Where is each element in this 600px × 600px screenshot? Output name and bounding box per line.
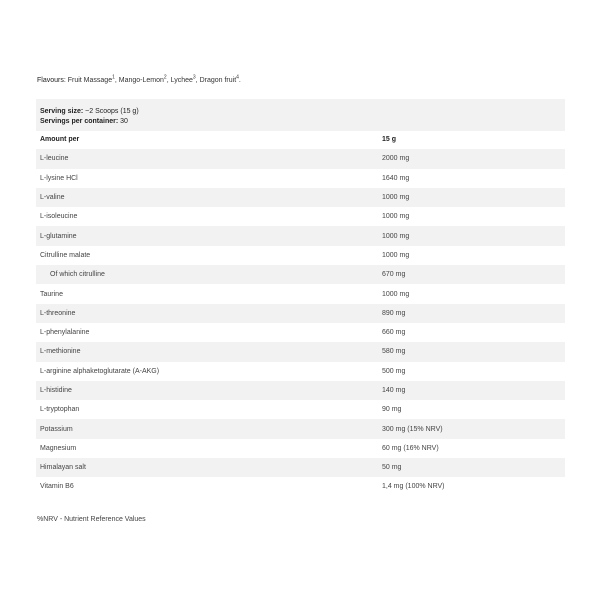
- table-row: [36, 458, 565, 477]
- nutrient-amount: 1640 mg: [382, 174, 410, 182]
- nutrient-amount: 670 mg: [378, 265, 565, 284]
- table-row: [36, 381, 565, 400]
- nutrient-name: L-arginine alphaketoglutarate (A-AKG): [40, 367, 160, 375]
- nutrient-name: L-valine: [36, 188, 378, 207]
- nutrient-name: L-phenylalanine: [40, 329, 90, 337]
- flavour-footnote-mark: 3: [192, 74, 196, 81]
- serving-size-label: Serving size:: [40, 108, 84, 115]
- flavour-item: Dragon fruit: [199, 77, 237, 84]
- table-row: [36, 246, 565, 265]
- nutrient-amount: 1000 mg: [378, 188, 565, 207]
- nutrient-amount: 1000 mg: [382, 290, 410, 298]
- nutrient-name: Citrulline malate: [40, 251, 91, 259]
- table-row: [36, 304, 565, 323]
- table-row: [36, 419, 565, 438]
- nutrient-amount: 60 mg (16% NRV): [382, 444, 439, 452]
- nutrient-name: L-threonine: [36, 304, 378, 323]
- nutrient-name: L-lysine HCl: [40, 174, 78, 182]
- serving-size-value: ~2 Scoops (15 g): [85, 108, 139, 115]
- serving-size-line: [40, 107, 561, 117]
- nutrient-name: Taurine: [40, 290, 63, 298]
- nutrient-amount: 580 mg: [378, 342, 565, 361]
- table-row: [36, 342, 565, 361]
- nutrient-amount: 1000 mg: [382, 251, 410, 259]
- table-row: [36, 362, 565, 381]
- flavour-footnote-mark: 1: [112, 74, 115, 81]
- table-row: [36, 149, 565, 168]
- nutrient-name: Magnesium: [40, 444, 77, 452]
- nutrient-amount: 890 mg: [378, 304, 565, 323]
- header-amount-per: Amount per: [40, 136, 80, 144]
- flavours-line: Flavours: Fruit Massage$^1$, Mango-Lemon$^2$, Lychee$^3$, Dragon fruit$^4$.: [37, 74, 241, 84]
- nutrient-name: L-glutamine: [36, 226, 378, 245]
- nutrient-name: Potassium: [36, 419, 378, 438]
- table-row: [36, 400, 565, 419]
- nutrient-amount: 1000 mg: [382, 213, 410, 221]
- nutrient-name: L-isoleucine: [40, 213, 78, 221]
- nutrient-name: L-histidine: [36, 381, 378, 400]
- flavour-item: Lychee: [170, 77, 193, 84]
- nutrient-amount: 500 mg: [382, 367, 406, 375]
- serving-info-box: [36, 99, 565, 131]
- nutrient-amount: 660 mg: [382, 329, 406, 337]
- nutrient-amount: 300 mg (15% NRV): [378, 419, 565, 438]
- table-header-row: [36, 130, 565, 149]
- table-row: [36, 226, 565, 245]
- table-row: [36, 323, 565, 342]
- table-row: [36, 265, 565, 284]
- nutrition-table: [36, 130, 565, 497]
- servings-per-container-line: [40, 117, 561, 127]
- flavour-footnote-mark: 2: [163, 74, 167, 81]
- flavour-footnote-mark: 4: [236, 74, 239, 81]
- nutrient-name: Vitamin B6: [40, 483, 74, 491]
- flavours-label: Flavours: [37, 77, 64, 84]
- nutrient-name: L-methionine: [36, 342, 378, 361]
- servings-per-container-label: Servings per container:: [40, 118, 119, 125]
- table-row: [36, 207, 565, 226]
- nutrient-amount: 1,4 mg (100% NRV): [382, 483, 445, 491]
- table-row: [36, 188, 565, 207]
- nutrient-amount: 50 mg: [378, 458, 565, 477]
- nutrient-name: Of which citrulline: [36, 265, 378, 284]
- nutrient-amount: 140 mg: [378, 381, 565, 400]
- servings-per-container-value: 30: [120, 118, 128, 125]
- nutrient-amount: 1000 mg: [378, 226, 565, 245]
- nutrient-name: L-tryptophan: [40, 406, 80, 414]
- header-serving-amount: 15 g: [382, 136, 397, 144]
- nutrient-amount: 2000 mg: [378, 149, 565, 168]
- nutrient-name: L-leucine: [36, 149, 378, 168]
- table-row: [36, 439, 565, 458]
- nrv-footnote: %NRV - Nutrient Reference Values: [37, 516, 146, 523]
- flavour-item: Mango-Lemon: [118, 77, 164, 84]
- table-row: [36, 284, 565, 303]
- flavour-item: Fruit Massage: [67, 77, 113, 84]
- table-row: [36, 169, 565, 188]
- nutrient-name: Himalayan salt: [36, 458, 378, 477]
- nutrient-amount: 90 mg: [382, 406, 402, 414]
- table-row: [36, 477, 565, 496]
